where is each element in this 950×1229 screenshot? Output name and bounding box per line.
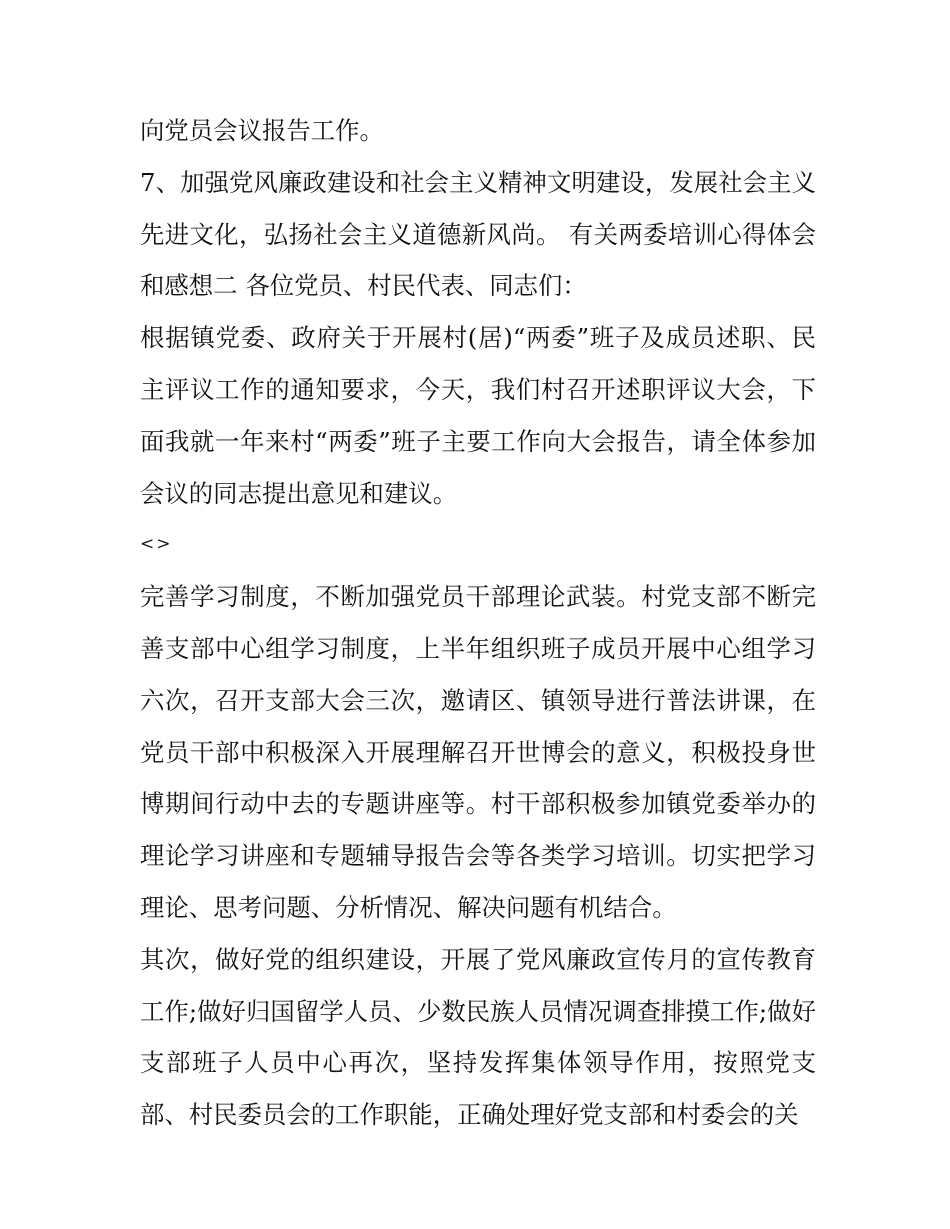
- document-body: [140, 105, 816, 1141]
- paragraph-meeting-intro: 根据镇党委、政府关于开展村(居)“两委”班子及成员述职、民主评议工作的通知要求，今天，我们村召开述职评议大会，下面我就一年来村“两委”班子主要工作向大会报告，请全体参加会议的同志提出意见和建议。: [140, 323, 816, 508]
- paragraph-report-work: 向党员会议报告工作。: [140, 116, 384, 145]
- section-marker: <>: [140, 534, 173, 555]
- paragraph-item-7: 7、加强党风廉政建设和社会主义精神文明建设，发展社会主义先进文化，弘扬社会主义道德新风尚。 有关两委培训心得体会和感想二 各位党员、村民代表、同志们：: [140, 167, 816, 301]
- paragraph-study-system: 完善学习制度，不断加强党员干部理论武装。村党支部不断完善支部中心组学习制度，上半年组织班子成员开展中心组学习六次，召开支部大会三次，邀请区、镇领导进行普法讲课，在党员干部中积极深入开展理解召开世博会的意义，积极投身世博期间行动中去的专题讲座等。村干部积极参加镇党委举办的理论学习讲座和专题辅导报告会等各类学习培训。切实把学习理论、思考问题、分析情况、解决问题有机结合。: [140, 582, 816, 922]
- paragraph-organization-building: 其次，做好党的组织建设，开展了党风廉政宣传月的宣传教育工作;做好归国留学人员、少数民族人员情况调查排摸工作;做好支部班子人员中心再次，坚持发挥集体领导作用，按照党支部、村民委员会的工作职能，正确处理好党支部和村委会的关: [140, 944, 816, 1130]
